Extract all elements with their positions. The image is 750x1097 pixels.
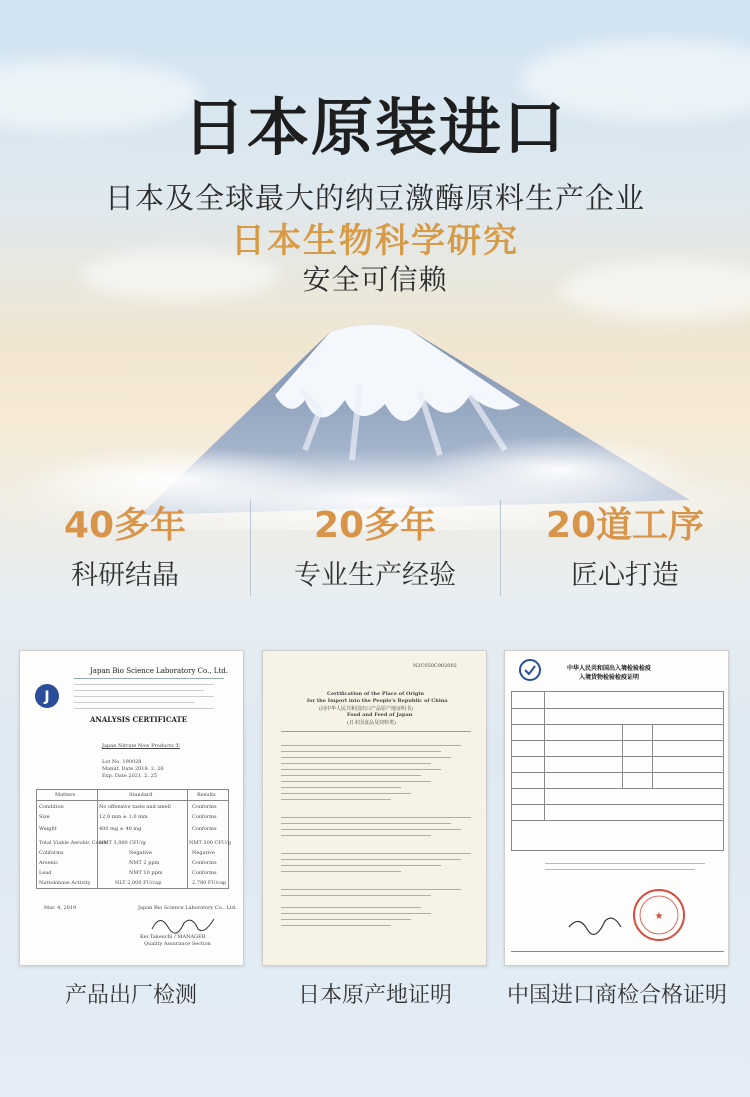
table-cell: Conforms <box>192 870 217 876</box>
analysis-certificate-image[interactable] <box>19 650 244 966</box>
table-cell: Conforms <box>192 826 217 832</box>
table-cell: NMT 300 CFU/g <box>189 840 231 846</box>
stat-number: 20道工序 <box>545 505 705 546</box>
certificates-row <box>0 650 750 966</box>
signature-icon <box>565 909 625 939</box>
stat-process-steps <box>500 505 750 595</box>
official-seal-icon <box>631 887 687 943</box>
inspection-certificate-image[interactable] <box>504 650 729 966</box>
cert-product-name: Japan Nitrate Now Products ① <box>102 743 180 749</box>
cert-lot-no: Lot No. 190028 <box>102 759 142 765</box>
table-cell: Total Viable Aerobic Count <box>39 840 108 846</box>
ciq-logo-icon <box>519 659 541 681</box>
cert-form-table <box>511 691 724 851</box>
stat-number: 20多年 <box>313 505 437 546</box>
svg-text:★: ★ <box>654 911 664 922</box>
table-cell: NMT 3,000 CFU/g <box>99 840 146 846</box>
table-cell: 400 mg ± 40 mg <box>99 826 142 832</box>
stat-production-years <box>250 505 500 595</box>
subtitle-research: 日本生物科学研究 <box>231 221 519 261</box>
stat-label: 科研结晶 <box>71 560 179 591</box>
table-cell: Weight <box>39 826 57 832</box>
table-cell: Conforms <box>192 860 217 866</box>
table-cell: Size <box>39 814 50 820</box>
cert-signer-title: Quality Assurance Section <box>144 941 211 947</box>
table-header: Matters <box>55 792 76 798</box>
table-cell: NLT 2,000 FU/cap <box>115 880 162 886</box>
stat-label: 匠心打造 <box>571 560 679 591</box>
cert-heading-cn: (向中华人民共和国出口产品原产地证明书) <box>319 706 413 712</box>
table-cell: NMT 2 ppm <box>129 860 160 866</box>
cert-heading-en: Certification of the Place of Origin <box>327 691 424 697</box>
table-header: Results <box>197 792 216 798</box>
subtitle-company: 日本及全球最大的纳豆激酶原料生产企业 <box>104 181 645 215</box>
subtitle-trust: 安全可信赖 <box>302 263 448 296</box>
table-cell: 2,780 FU/cap <box>192 880 227 886</box>
cert-exp-date: Exp. Date 2021. 2. 25 <box>102 773 158 779</box>
cert-heading: ANALYSIS CERTIFICATE <box>90 715 188 724</box>
company-logo-icon <box>34 683 60 709</box>
cert-results-table <box>36 789 229 889</box>
caption-factory-test: 产品出厂检测 <box>64 983 197 1008</box>
cert-company-name: Japan Bio Science Laboratory Co., Ltd. <box>90 667 228 675</box>
table-cell: Condition <box>39 804 64 810</box>
stats-row <box>0 505 750 595</box>
table-cell: Nattokinase Activity <box>39 880 91 886</box>
cert-heading2: 入境货物检验检疫证明 <box>579 674 640 681</box>
cert-heading1: 中华人民共和国出入境检验检疫 <box>567 665 652 672</box>
table-header: Standard <box>129 792 153 798</box>
cert-heading-en2: for the Import into the People's Republic of China <box>307 698 448 704</box>
table-cell: Conforms <box>192 804 217 810</box>
page-title: 日本原装进口 <box>182 91 567 164</box>
mount-fuji-illustration <box>0 300 750 530</box>
table-cell: Negative <box>129 850 152 856</box>
cert-manuf-date: Manuf. Date 2018. 2. 26 <box>102 766 164 772</box>
table-cell: Arsenic <box>39 860 59 866</box>
svg-text:J: J <box>44 689 50 705</box>
table-cell: Conforms <box>192 814 217 820</box>
table-cell: 12.0 mm ± 1.0 mm <box>99 814 148 820</box>
caption-import-inspection: 中国进口商检合格证明 <box>506 983 727 1008</box>
cert-date: Mar. 4, 2019 <box>44 905 77 911</box>
cert-heading-sub-cn: (日本国食品及饲料类) <box>347 720 396 726</box>
stat-number: 40多年 <box>63 505 187 546</box>
stat-label: 专业生产经验 <box>294 560 456 591</box>
caption-origin-cert: 日本原产地证明 <box>297 983 452 1008</box>
cert-doc-no: N3C050C902002 <box>413 663 457 669</box>
cert-company-footer: Japan Bio Science Laboratory Co., Ltd. <box>138 905 237 911</box>
table-cell: Negative <box>192 850 215 856</box>
table-cell: Lead <box>39 870 52 876</box>
table-cell: Coliforms <box>39 850 64 856</box>
table-cell: No offensive taste and smell <box>99 804 171 810</box>
cert-signer: Kei Takeuchi / MANAGER <box>140 934 206 940</box>
origin-certificate-image[interactable] <box>262 650 487 966</box>
table-cell: NMT 10 ppm <box>129 870 163 876</box>
cert-heading-sub: Food and Feed of Japan <box>347 712 413 718</box>
stat-research-years <box>0 505 250 595</box>
